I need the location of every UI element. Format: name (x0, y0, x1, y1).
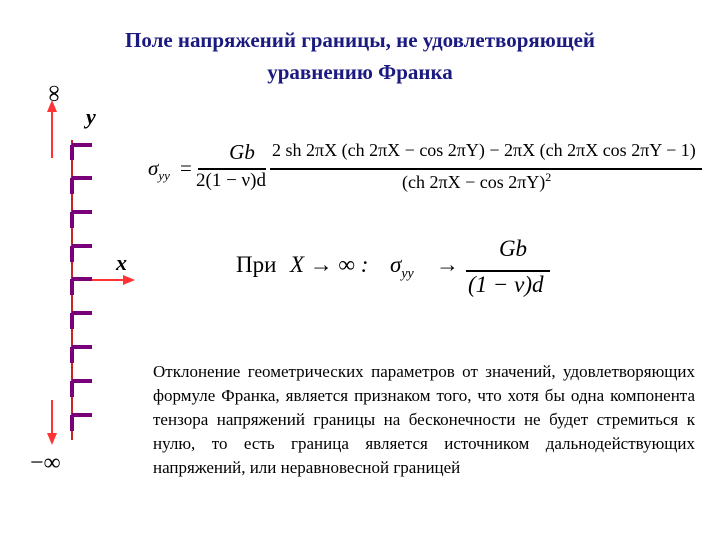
limit-sigma: σ (390, 252, 402, 277)
sigma-subscript: yy (158, 168, 170, 184)
limit-sigma-subscript: yy (401, 266, 414, 282)
frac1-numerator: Gb (229, 140, 255, 164)
limit-numerator: Gb (498, 236, 528, 261)
minus-infinity-symbol: −∞ (30, 450, 61, 476)
limit-denominator: (1 − ν)d (468, 272, 544, 297)
x-axis-label: x (116, 250, 127, 275)
dislocation-symbols (72, 145, 92, 431)
frac2-denominator: (ch 2πX − cos 2πY) (402, 172, 546, 192)
sigma-symbol: σ (148, 156, 159, 180)
frac2-exponent: 2 (545, 170, 552, 184)
title-line-2: уравнению Франка (267, 60, 453, 84)
infinity-top-symbol: ∞ (41, 84, 68, 103)
limit-prefix: При (236, 252, 277, 277)
limit-arrow: → (436, 252, 459, 277)
x-axis-arrowhead (123, 275, 135, 285)
limit-condition: X → ∞ : (290, 252, 369, 277)
frac1-denominator: 2(1 − ν)d (196, 170, 266, 191)
title-line-1: Поле напряжений границы, не удовлетворяющей (125, 28, 595, 52)
y-axis-label: y (86, 104, 96, 129)
equals-sign: = (180, 156, 192, 180)
y-axis-bottom-arrowhead (47, 433, 57, 445)
explanation-paragraph: Отклонение геометрических параметров от значений, удовлетворяющих формуле Франка, является признаком того, что хотя бы одна компонента тензора напряжений границы на бесконечности не будет стремиться к нулю, то есть граница является источником дальнодействующих напряжений, или неравновесной границей (153, 362, 695, 477)
frac2-numerator: 2 sh 2πX (ch 2πX − cos 2πY) − 2πX (ch 2πX cos 2πY − 1) (272, 140, 696, 160)
